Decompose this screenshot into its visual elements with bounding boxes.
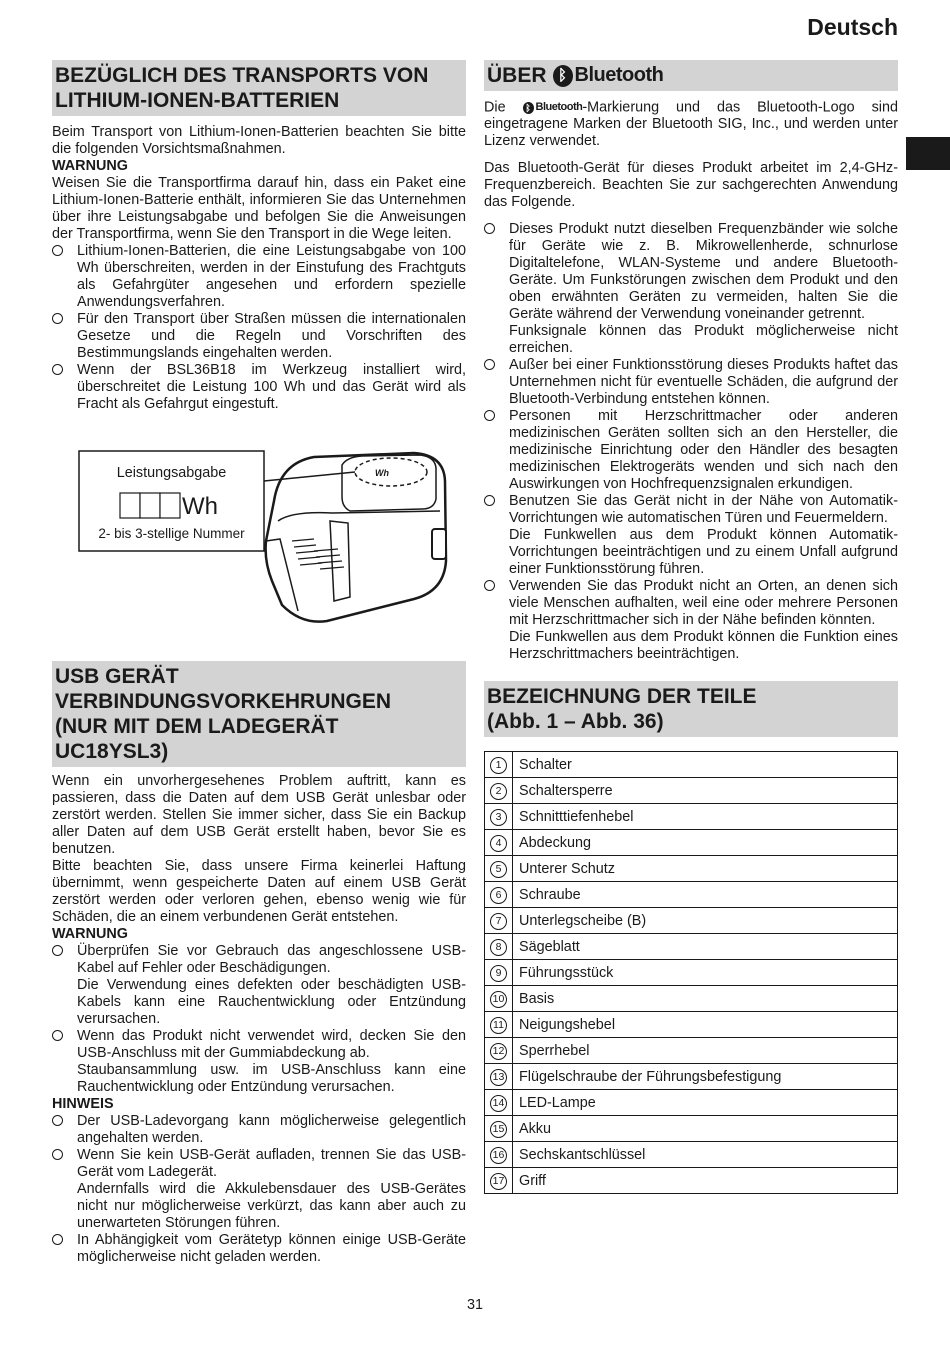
list-item-extra: Die Funkwellen aus dem Produkt können die Funktion eines Herzschrittmachers beeinträchtigen.: [509, 629, 898, 663]
bluetooth-logo-inline: [523, 99, 583, 116]
part-name: LED-Lampe: [513, 1090, 898, 1116]
part-number-cell: [485, 934, 513, 960]
table-row: [485, 908, 898, 934]
bullet-icon: [484, 580, 495, 591]
list-item: [52, 1113, 466, 1147]
part-name: Griff: [513, 1168, 898, 1194]
language-label: Deutsch: [807, 14, 898, 40]
part-number: 12: [490, 1043, 507, 1060]
battery-label-title: Leistungsabgabe: [116, 465, 227, 481]
table-row: [485, 804, 898, 830]
part-name: Unterlegscheibe (B): [513, 908, 898, 934]
table-row: [485, 1012, 898, 1038]
part-number: 2: [490, 783, 507, 800]
bluetooth-logo: [553, 63, 664, 88]
list-item-text: Überprüfen Sie vor Gebrauch das angeschlossene USB-Kabel auf Fehler oder Beschädigungen.: [77, 943, 466, 976]
page-number: 31: [466, 1297, 483, 1313]
table-row: [485, 934, 898, 960]
list-item-text: Dieses Produkt nutzt dieselben Frequenzbänder wie solche für Geräte wie z. B. Mikrowellenherde, schnurlose Digitaltelefone, WLAN-Systeme und andere Bluetooth-Geräte. Um Funkstörungen zwischen dem Produkt und den oben erwähnten Geräten zu vermeiden, halten Sie die Geräte während der Verwendung voneinander getrennt.: [509, 221, 898, 323]
part-name: Schraube: [513, 882, 898, 908]
usb-heading-line: (NUR MIT DEM LADEGERÄT: [55, 715, 339, 738]
battery-figure: [52, 441, 466, 641]
table-row: [485, 830, 898, 856]
bluetooth-heading: [484, 60, 898, 91]
part-number-cell: [485, 1142, 513, 1168]
part-name: Schnitttiefenhebel: [513, 804, 898, 830]
part-number-cell: [485, 804, 513, 830]
table-row: [485, 778, 898, 804]
list-item-text: In Abhängigkeit vom Gerätetyp können einige USB-Geräte möglicherweise nicht geladen werden.: [77, 1232, 466, 1265]
bullet-icon: [484, 410, 495, 421]
part-number-cell: [485, 1064, 513, 1090]
battery-label-note: 2- bis 3-stellige Nummer: [98, 526, 245, 541]
part-number: 3: [490, 809, 507, 826]
part-number-cell: [485, 986, 513, 1012]
list-item-text: Wenn das Produkt nicht verwendet wird, decken Sie den USB-Anschluss mit der Gummiabdeckung ab.: [77, 1028, 466, 1061]
table-row: [485, 882, 898, 908]
bullet-icon: [52, 1234, 63, 1245]
part-number: 10: [490, 991, 507, 1008]
list-item: [484, 357, 898, 408]
transport-heading-line: BEZÜGLICH DES TRANSPORTS VON: [55, 64, 429, 87]
bullet-icon: [484, 223, 495, 234]
section-tab-marker: [906, 137, 950, 170]
bullet-icon: [52, 1149, 63, 1160]
list-item-extra: Andernfalls wird die Akkulebensdauer des USB-Gerätes nicht nur möglicherweise verkürzt, das kann aber auch zu unerwarteten Störungen führen.: [77, 1181, 466, 1231]
usb-note-label: HINWEIS: [52, 1096, 114, 1112]
bullet-icon: [52, 313, 63, 324]
part-number-cell: [485, 1168, 513, 1194]
list-item-extra: Die Verwendung eines defekten oder beschädigten USB-Kabels kann eine Rauchentwicklung oder Entzündung verursachen.: [77, 977, 466, 1027]
battery-label-unit: Wh: [182, 493, 218, 520]
bullet-icon: [484, 495, 495, 506]
part-number-cell: [485, 908, 513, 934]
list-item-text: Personen mit Herzschrittmacher oder anderen medizinischen Geräten sollten sich an den Hersteller, die medizinische Einrichtung oder den Händler des besagten medizinischen Elektrogeräts wenden und sich nach den Auswirkungen von Hochfrequenzsignalen erkundigen.: [509, 408, 898, 493]
table-row: [485, 1064, 898, 1090]
list-item: [52, 1028, 466, 1096]
transport-warning-label: WARNUNG: [52, 158, 128, 174]
list-item-extra: Die Funkwellen aus dem Produkt können Automatik-Vorrichtungen beeinträchtigen und zu einem Unfall aufgrund einer Funktionsstörung führen.: [509, 527, 898, 578]
part-number: 15: [490, 1121, 507, 1138]
list-item: [52, 943, 466, 1028]
part-number: 13: [490, 1069, 507, 1086]
list-item-text: Der USB-Ladevorgang kann möglicherweise gelegentlich angehalten werden.: [77, 1113, 466, 1146]
usb-warning-label: WARNUNG: [52, 926, 128, 942]
part-name: Schalter: [513, 752, 898, 778]
part-number: 4: [490, 835, 507, 852]
bullet-icon: [484, 359, 495, 370]
bluetooth-paragraph: Das Bluetooth-Gerät für dieses Produkt arbeitet im 2,4-GHz-Frequenzbereich. Beachten Sie zur sachgerechten Anwendung das Folgende.: [484, 160, 898, 211]
usb-heading-line: UC18YSL3): [55, 740, 169, 763]
list-item-text: Verwenden Sie das Produkt nicht an Orten, an denen sich viele Menschen aufhalten, weil eine oder mehrere Personen mit Herzschrittmacher sich in der Nähe befinden könnten.: [509, 578, 898, 629]
usb-heading-line: VERBINDUNGSVORKEHRUNGEN: [55, 690, 392, 713]
bullet-icon: [52, 364, 63, 375]
transport-intro: Beim Transport von Lithium-Ionen-Batterien beachten Sie bitte die folgenden Vorsichtsmaßnahmen.: [52, 124, 466, 157]
part-number-cell: [485, 1116, 513, 1142]
part-number: 16: [490, 1147, 507, 1164]
part-number-cell: [485, 778, 513, 804]
usb-paragraph: Wenn ein unvorhergesehenes Problem auftritt, kann es passieren, dass die Daten auf dem USB Gerät unlesbar oder zerstört werden. Stellen Sie immer sicher, dass Sie ein Backup aller Daten auf dem USB Gerät erstellt haben, bevor Sie es benutzen.: [52, 773, 466, 857]
transport-heading: [52, 60, 466, 116]
transport-warning-text: Weisen Sie die Transportfirma darauf hin, dass ein Paket eine Lithium-Ionen-Batterie enthält, informieren Sie das Unternehmen über ihre Leistungsabgabe und befolgen Sie die Anweisungen der Transportfirma, wenn Sie den Transport in die Wege leiten.: [52, 175, 466, 242]
list-item: [52, 1147, 466, 1232]
part-number-cell: [485, 1012, 513, 1038]
table-row: [485, 986, 898, 1012]
parts-table: [484, 751, 898, 1194]
part-number: 5: [490, 861, 507, 878]
list-item: [52, 311, 466, 362]
bluetooth-icon: ᛒ: [523, 102, 534, 114]
part-number-cell: [485, 752, 513, 778]
part-number-cell: [485, 960, 513, 986]
list-item-text: Benutzen Sie das Gerät nicht in der Nähe von Automatik-Vorrichtungen wie automatischen Türen und Feuermeldern.: [509, 493, 898, 527]
table-row: [485, 1142, 898, 1168]
part-name: Abdeckung: [513, 830, 898, 856]
list-item-text: Wenn der BSL36B18 im Werkzeug installiert wird, überschreitet die Leistung 100 Wh und das Gerät wird als Fracht als Gefahrgut eingestuft.: [77, 362, 466, 412]
list-item: [52, 1232, 466, 1266]
bluetooth-wordmark: Bluetooth: [535, 101, 583, 113]
part-number: 7: [490, 913, 507, 930]
table-row: [485, 1168, 898, 1194]
bullet-icon: [52, 1115, 63, 1126]
table-row: [485, 752, 898, 778]
part-name: Basis: [513, 986, 898, 1012]
part-number-cell: [485, 1090, 513, 1116]
list-item: [484, 493, 898, 578]
part-name: Sechskantschlüssel: [513, 1142, 898, 1168]
table-row: [485, 960, 898, 986]
part-number: 17: [490, 1173, 507, 1190]
part-name: Neigungshebel: [513, 1012, 898, 1038]
usb-heading-line: USB GERÄT: [55, 665, 179, 688]
list-item: [52, 243, 466, 311]
part-number-cell: [485, 1038, 513, 1064]
transport-heading-line: LITHIUM-IONEN-BATTERIEN: [55, 89, 340, 112]
table-row: [485, 1090, 898, 1116]
bluetooth-intro: [484, 99, 898, 150]
parts-heading: [484, 681, 898, 737]
left-column: [52, 60, 466, 1266]
bluetooth-intro-suffix: -Markierung und das Bluetooth-Logo sind eingetragene Marken der Bluetooth SIG, Inc., und werden unter Lizenz verwendet.: [484, 99, 898, 150]
list-item-extra: Funksignale können das Produkt möglicherweise nicht erreichen.: [509, 323, 898, 357]
part-number-cell: [485, 856, 513, 882]
part-name: Schaltersperre: [513, 778, 898, 804]
part-number: 1: [490, 757, 507, 774]
bullet-icon: [52, 945, 63, 956]
list-item: [484, 578, 898, 663]
list-item-extra: Staubansammlung usw. im USB-Anschluss kann eine Rauchentwicklung oder Entzündung verursachen.: [77, 1062, 466, 1095]
table-row: [485, 856, 898, 882]
part-name: Unterer Schutz: [513, 856, 898, 882]
bluetooth-wordmark: Bluetooth: [574, 64, 664, 86]
list-item-text: Wenn Sie kein USB-Gerät aufladen, trennen Sie das USB-Gerät vom Ladegerät.: [77, 1147, 466, 1180]
list-item: [484, 221, 898, 357]
bullet-icon: [52, 1030, 63, 1041]
list-item-text: Außer bei einer Funktionsstörung dieses Produkts haftet das Unternehmen nicht für eventuelle Schäden, die aufgrund der Bluetooth-Verbindung entstehen können.: [509, 357, 898, 408]
part-number-cell: [485, 830, 513, 856]
list-item-text: Lithium-Ionen-Batterien, die eine Leistungsabgabe von 100 Wh überschreiten, werden in der Einstufung des Frachtguts als Gefahrgüter angesehen und erfordern spezielle Anwendungsverfahren.: [77, 243, 466, 310]
part-number: 14: [490, 1095, 507, 1112]
part-number: 8: [490, 939, 507, 956]
part-number: 6: [490, 887, 507, 904]
usb-paragraph: Bitte beachten Sie, dass unsere Firma keinerlei Haftung übernimmt, wenn gespeicherte Daten auf einem USB Gerät zerstört werden oder verloren gehen, ebenso wenig wie für Schäden, die an einem verbundenen Gerät entstehen.: [52, 858, 466, 925]
part-name: Flügelschraube der Führungsbefestigung: [513, 1064, 898, 1090]
list-item: [484, 408, 898, 493]
list-item: [52, 362, 466, 413]
table-row: [485, 1116, 898, 1142]
usb-heading: [52, 661, 466, 767]
parts-heading-line: BEZEICHNUNG DER TEILE: [487, 685, 757, 709]
bluetooth-intro-prefix: Die: [484, 99, 506, 116]
right-column: [484, 60, 898, 1194]
part-name: Sägeblatt: [513, 934, 898, 960]
part-name: Sperrhebel: [513, 1038, 898, 1064]
bullet-icon: [52, 245, 63, 256]
part-name: Führungsstück: [513, 960, 898, 986]
parts-heading-line: (Abb. 1 – Abb. 36): [487, 710, 664, 734]
part-number-cell: [485, 882, 513, 908]
bluetooth-icon: ᛒ: [553, 65, 573, 87]
part-name: Akku: [513, 1116, 898, 1142]
battery-marking-text: Wh: [375, 468, 389, 478]
list-item-text: Für den Transport über Straßen müssen die internationalen Gesetze und die Regeln und Vorschriften des Bestimmungslands eingehalten werden.: [77, 311, 466, 361]
part-number: 9: [490, 965, 507, 982]
bluetooth-heading-prefix: ÜBER: [487, 64, 547, 87]
table-row: [485, 1038, 898, 1064]
part-number: 11: [490, 1017, 507, 1034]
